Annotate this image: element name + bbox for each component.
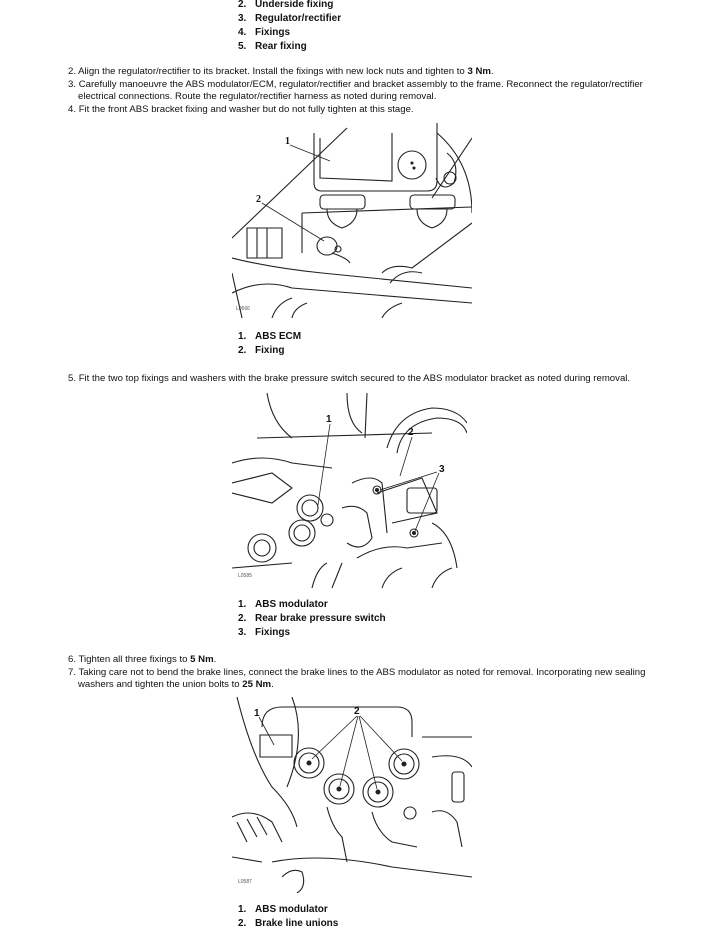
step-2: [68, 66, 668, 78]
callout-leader-2a: [312, 716, 357, 759]
callout-1: 1: [326, 414, 332, 425]
legend-abs-modulator-switch: [238, 598, 386, 640]
legend-label: Fixings: [255, 627, 291, 638]
callout-leader-2c: [359, 716, 377, 789]
callout-leader-2: [400, 437, 412, 476]
step-text-end: .: [271, 678, 274, 690]
step-3: [68, 79, 668, 102]
legend-label: Underside fixing: [255, 0, 334, 10]
legend-label: ABS modulator: [255, 904, 328, 915]
legend-label: Brake line unions: [255, 918, 339, 929]
callout-leader-2b: [340, 716, 358, 786]
legend-num: 4.: [238, 27, 247, 38]
figure-abs-modulator-switch: [232, 393, 467, 588]
legend-label: Rear brake pressure switch: [255, 613, 386, 624]
figure-code: L0585: [238, 573, 252, 579]
torque-value: 25 Nm: [242, 678, 272, 690]
legend-num: 2.: [238, 918, 247, 929]
legend-brake-line-unions: [238, 903, 338, 931]
legend-item: [238, 40, 341, 54]
step-text: Tighten all three fixings to: [78, 654, 191, 665]
callout-1: 1: [285, 136, 290, 147]
legend-num: 5.: [238, 41, 247, 52]
callout-2: 2: [408, 427, 414, 438]
legend-item: [238, 26, 341, 40]
legend-num: 1.: [238, 331, 247, 342]
callout-3: 3: [439, 464, 445, 475]
legend-num: 3.: [238, 13, 247, 24]
step-text-end: .: [213, 654, 217, 665]
legend-num: 1.: [238, 904, 247, 915]
legend-label: Fixing: [255, 345, 285, 356]
step-text: Fit the two top fixings and washers with the brake pressure switch secured to the ABS modulator bracket as noted during removal.: [78, 373, 631, 384]
step-number: 3.: [68, 79, 77, 90]
step-7: [68, 667, 668, 690]
step-number: 5.: [68, 373, 77, 384]
legend-label: Regulator/rectifier: [255, 13, 342, 24]
step-number: 2.: [68, 66, 77, 77]
step-number: 4.: [68, 104, 77, 115]
legend-abs-ecm: [238, 330, 301, 358]
legend-item: [238, 12, 341, 26]
legend-num: 2.: [238, 345, 247, 356]
step-4: [68, 104, 668, 116]
step-6: [68, 654, 668, 666]
step-text-continued: [68, 679, 668, 691]
legend-item: [238, 612, 386, 626]
callout-leader-1: [259, 717, 274, 745]
callout-1: 1: [254, 708, 260, 719]
step-text: Fit the front ABS bracket fixing and washer but do not fully tighten at this stage.: [78, 104, 414, 115]
callout-2: 2: [354, 706, 360, 717]
torque-value: 3 Nm: [467, 66, 491, 77]
legend-item: [238, 917, 338, 931]
legend-item: [238, 626, 386, 640]
legend-previous-figure: [238, 0, 341, 54]
legend-num: 2.: [238, 0, 247, 10]
callout-leader-3a: [380, 472, 437, 490]
figure-abs-ecm: [232, 123, 472, 318]
legend-item: [238, 0, 341, 12]
callout-2: 2: [256, 194, 261, 205]
callout-leader-2: [262, 203, 324, 241]
step-text: Carefully manoeuvre the ABS modulator/ECM, regulator/rectifier and bracket assembly to the frame. Reconnect the regulator/rectifier: [78, 79, 643, 90]
figure-code: L0566: [236, 306, 250, 312]
step-number: 7.: [68, 667, 77, 678]
step-text-line2: washers and tighten the union bolts to: [78, 678, 243, 690]
torque-value: 5 Nm: [190, 654, 214, 665]
legend-item: [238, 598, 386, 612]
step-text-continued: electrical connections. Route the regulator/rectifier harness as noted during removal.: [78, 90, 437, 102]
callout-leader-1: [290, 145, 330, 161]
legend-label: Rear fixing: [255, 41, 307, 52]
figure-brake-line-unions: [232, 697, 472, 893]
figure-code: L0587: [238, 879, 252, 885]
step-text-end: .: [490, 66, 494, 77]
callout-leader-2d: [360, 716, 402, 761]
legend-label: ABS modulator: [255, 599, 328, 610]
legend-num: 3.: [238, 627, 247, 638]
brake-line-unions-illustration: [232, 697, 472, 893]
step-text: Taking care not to bend the brake lines, connect the brake lines to the ABS modulator as noted for removal. Incorporating new sealing: [78, 667, 646, 678]
legend-item: [238, 903, 338, 917]
legend-item: [238, 344, 301, 358]
callout-leader-3b: [415, 473, 439, 531]
step-5: [68, 373, 668, 385]
abs-modulator-switch-illustration: [232, 393, 467, 588]
abs-ecm-illustration: [232, 123, 472, 318]
step-text: Align the regulator/rectifier to its bracket. Install the fixings with new lock nuts and tighten to: [78, 66, 468, 77]
legend-item: [238, 330, 301, 344]
legend-label: Fixings: [255, 27, 291, 38]
legend-label: ABS ECM: [255, 331, 302, 342]
legend-num: 2.: [238, 613, 247, 624]
legend-num: 1.: [238, 599, 247, 610]
step-number: 6.: [68, 654, 77, 665]
